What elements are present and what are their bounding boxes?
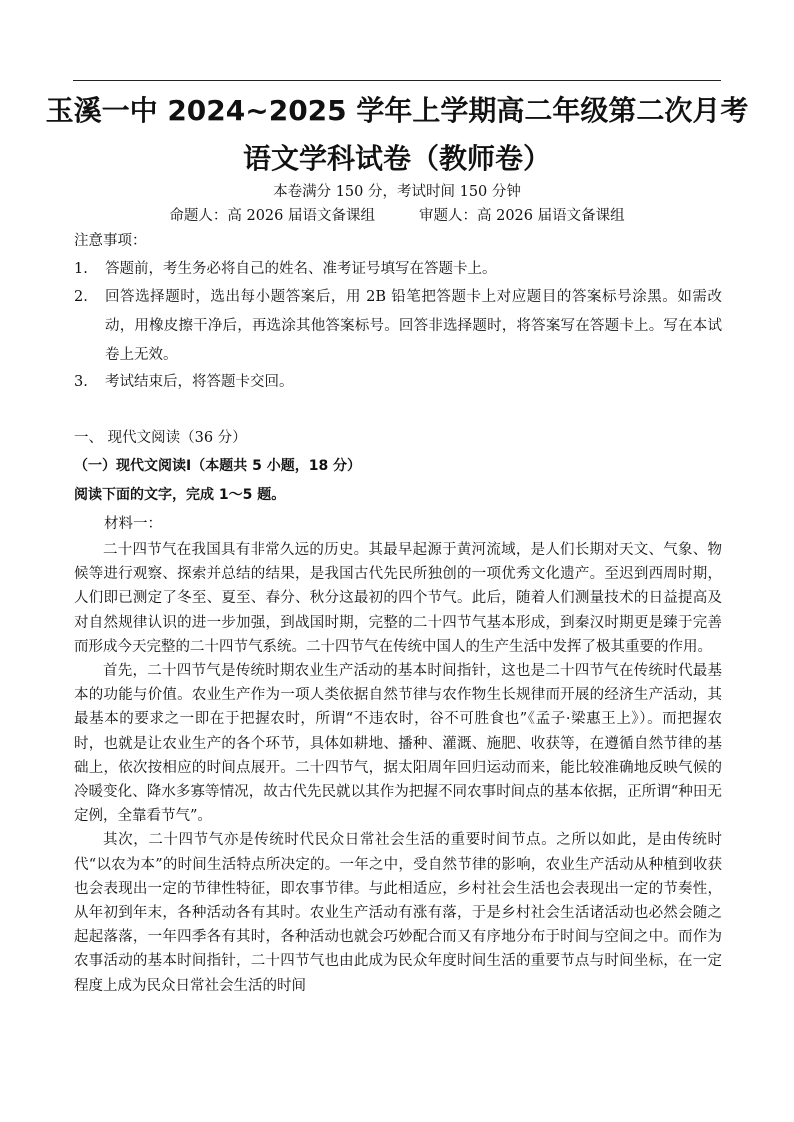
reviewer-label: 审题人：高 2026 届语文备课组 [419, 208, 625, 224]
note-text: 考试结束后，将答题卡交回。 [105, 374, 294, 390]
material-label: 材料一： [104, 516, 162, 532]
note-text: 回答选择题时，选出每小题答案后，用 2B 铅笔把答题卡上对应题目的答案标号涂黑。如需改动，用橡皮擦干净后，再选涂其他答案标号。回答非选择题时，将答案写在答题卡上。写在本试卷上无效。 [105, 289, 722, 363]
note-item [74, 255, 722, 284]
note-text: 答题前，考生务必将自己的姓名、准考证号填写在答题卡上。 [105, 261, 497, 277]
exam-subtitle: 语文学科试卷（教师卷） [242, 142, 551, 175]
authors-line [0, 204, 794, 225]
note-number: 3. [74, 374, 88, 390]
reading-instruction: 阅读下面的文字，完成 1～5 题。 [74, 487, 286, 503]
note-item [74, 283, 722, 370]
setter-label: 命题人：高 2026 届语文备课组 [169, 208, 375, 224]
sub-heading: （一）现代文阅读Ⅰ（本题共 5 小题，18 分） [74, 458, 362, 474]
passage-paragraph: 首先，二十四节气是传统时期农业生产活动的基本时间指针，这也是二十四节气在传统时代最基本的功能与价值。农业生产作为一项人类依据自然节律与农作物生长规律而开展的经济生产活动，其最基本的要求之一即在于把握农时，所谓“不违农时，谷不可胜食也”《孟子·梁惠王上》）。而把握农时，也就是让农业生产的各个环节，具体如耕地、播种、灌溉、施肥、收获等，在遵循自然节律的基础上，依次按相应的时间点展开。二十四节气，据太阳周年回归运动而来，能比较准确地反映气候的冷暖变化、降水多寡等情况，故古代先民就以其作为把握不同农事时间点的基本依据，正所谓“种田无定例，全靠看节气”。 [74, 663, 722, 825]
note-number: 1. [74, 261, 88, 277]
reading-passage [74, 538, 722, 998]
passage-paragraph: 其次，二十四节气亦是传统时代民众日常社会生活的重要时间节点。之所以如此，是由传统时代“以农为本”的时间生活特点所决定的。一年之中，受自然节律的影响，农业生产活动从种植到收获也会表现出一定的节律性特征，即农事节律。与此相适应，乡村社会生活也会表现出一定的节奏性，从年初到年末，各种活动各有其时。农业生产活动有涨有落，于是乡村社会生活诸活动也必然会随之起起落落，一年四季各有其时，各种活动也就会巧妙配合而又有序地分布于时间与空间之中。而作为农事活动的基本时间指针，二十四节气也由此成为民众年度时间生活的重要节点与时间坐标，在一定程度上成为民众日常社会生活的时间 [74, 832, 722, 994]
note-number: 2. [74, 289, 88, 305]
exam-title: 玉溪一中 2024~2025 学年上学期高二年级第二次月考 [45, 94, 749, 127]
top-rule [73, 80, 721, 81]
passage-paragraph: 二十四节气在我国具有非常久远的历史。其最早起源于黄河流域，是人们长期对天文、气象、物候等进行观察、探索并总结的结果，是我国古代先民所独创的一项优秀文化遗产。至迟到西周时期，人们即已测定了冬至、夏至、春分、秋分这最初的四个节气。此后，随着人们测量技术的日益提高及对自然规律认识的进一步加强，到战国时期，完整的二十四节气基本形成，到秦汉时期更是臻于完善而形成今天完整的二十四节气系统。二十四节气在传统中国人的生产生活中发挥了极其重要的作用。 [74, 542, 722, 655]
note-item [74, 368, 722, 397]
notes-heading: 注意事项： [74, 233, 147, 249]
part-heading: 一、 现代文阅读（36 分） [74, 430, 247, 446]
score-time-info: 本卷满分 150 分，考试时间 150 分钟 [273, 184, 521, 200]
